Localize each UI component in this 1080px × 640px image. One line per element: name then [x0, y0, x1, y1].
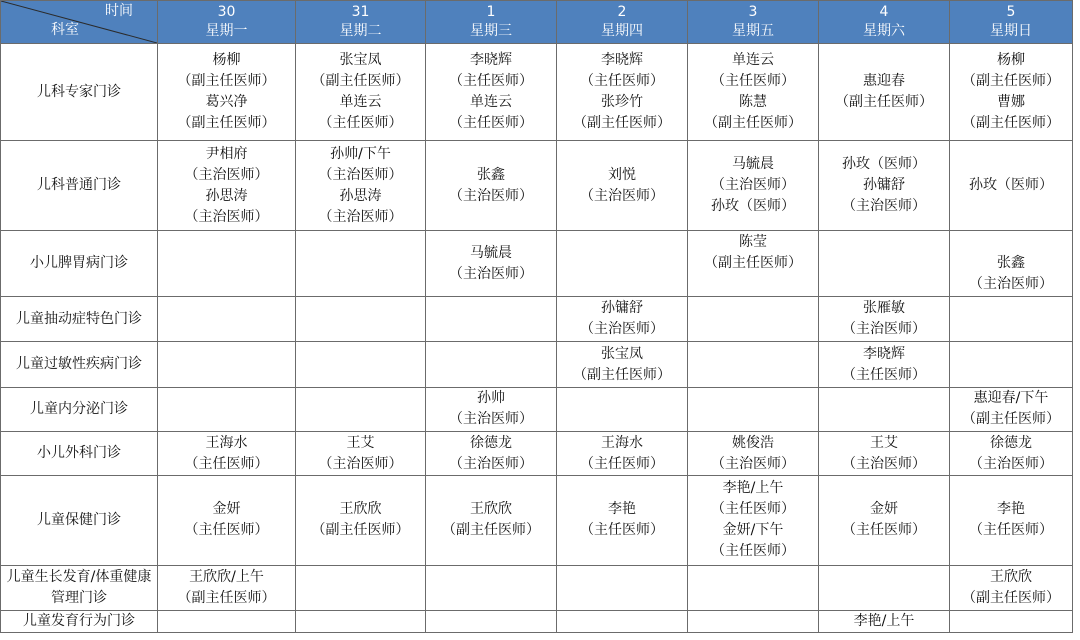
department-cell	[1, 297, 158, 342]
schedule-cell	[158, 387, 296, 431]
schedule-cell	[296, 431, 426, 475]
doctor-line: （副主任医师）	[962, 115, 1060, 132]
doctor-line: 李晓辉	[601, 52, 643, 69]
doctor-line: （主治医师）	[711, 177, 795, 194]
doctor-line: （主治医师）	[449, 455, 533, 472]
doctor-line: （主治医师）	[842, 455, 926, 472]
schedule-cell	[557, 387, 688, 431]
day-header	[296, 1, 426, 44]
corner-time-label: 时间	[105, 3, 133, 19]
department-name: 儿童过敏性疾病门诊	[16, 356, 142, 373]
doctor-line: 杨柳	[997, 52, 1025, 69]
schedule-cell	[819, 230, 950, 296]
doctor-line: （主任医师）	[184, 522, 269, 539]
department-cell	[1, 44, 158, 141]
doctor-line: （副主任医师）	[177, 589, 276, 606]
doctor-line: 孙帅	[477, 390, 505, 407]
doctor-line: （主治医师）	[449, 187, 533, 204]
doctor-line: （主治医师）	[711, 455, 795, 472]
day-header	[557, 1, 688, 44]
schedule-cell	[296, 297, 426, 342]
doctor-line: 惠迎春	[863, 73, 905, 90]
doctor-line: （主任医师）	[580, 522, 664, 539]
doctor-line: 陈莹	[739, 234, 767, 251]
doctor-line: 张鑫	[997, 255, 1025, 272]
doctor-line: 孙思涛	[339, 187, 382, 204]
schedule-cell	[296, 141, 426, 230]
schedule-cell	[950, 44, 1073, 141]
doctor-line: 姚俊浩	[732, 434, 774, 451]
schedule-body	[1, 44, 1073, 633]
header-row	[1, 1, 1073, 44]
department-name: 儿童发育行为门诊	[23, 613, 135, 629]
doctor-line: （主任医师）	[711, 73, 795, 90]
schedule-cell	[819, 297, 950, 342]
day-header	[158, 1, 296, 44]
table-row	[1, 610, 1073, 632]
doctor-line: （主治医师）	[842, 198, 926, 215]
doctor-line: （副主任医师）	[573, 115, 671, 132]
doctor-line: （副主任医师）	[704, 115, 802, 132]
doctor-line: 陈慧	[739, 94, 767, 111]
day-weekday: 星期六	[863, 23, 905, 39]
table-row	[1, 565, 1073, 610]
table-row	[1, 141, 1073, 230]
department-cell	[1, 431, 158, 475]
department-name: 小儿外科门诊	[37, 445, 121, 462]
day-weekday: 星期五	[732, 23, 774, 39]
doctor-line: 王欣欣/上午	[189, 568, 264, 585]
doctor-line: 孙玫（医师）	[969, 177, 1053, 194]
schedule-cell	[557, 230, 688, 296]
schedule-cell	[426, 44, 557, 141]
schedule-cell	[426, 565, 557, 610]
doctor-line: （主治医师）	[449, 411, 533, 428]
schedule-cell	[426, 610, 557, 632]
schedule-cell	[426, 476, 557, 565]
doctor-line: （主任医师）	[318, 115, 403, 132]
schedule-cell	[819, 565, 950, 610]
doctor-line: （副主任医师）	[704, 255, 802, 272]
table-row	[1, 476, 1073, 565]
doctor-line: 李晓辉	[470, 52, 512, 69]
department-name: 儿童保健门诊	[37, 511, 121, 528]
doctor-line: 徐德龙	[470, 434, 512, 451]
schedule-cell	[950, 342, 1073, 387]
schedule-cell	[426, 297, 557, 342]
schedule-cell	[158, 610, 296, 632]
schedule-cell	[296, 342, 426, 387]
doctor-line: （主任医师）	[449, 73, 533, 90]
schedule-cell	[950, 431, 1073, 475]
schedule-cell	[557, 431, 688, 475]
schedule-cell	[158, 230, 296, 296]
department-name: 儿童抽动症特色门诊	[16, 310, 142, 327]
corner-department-label: 科室	[51, 22, 79, 38]
schedule-cell	[819, 476, 950, 565]
doctor-line: （副主任医师）	[962, 589, 1060, 606]
doctor-line	[688, 274, 818, 295]
doctor-line: 马毓晨	[470, 244, 512, 261]
doctor-line: 张珍竹	[601, 94, 643, 111]
schedule-cell	[819, 141, 950, 230]
doctor-line: （主任医师）	[711, 501, 795, 518]
schedule-cell	[557, 565, 688, 610]
diagonal-divider	[1, 1, 157, 43]
doctor-line: （主治医师）	[184, 208, 269, 225]
day-date: 5	[1006, 4, 1016, 20]
doctor-line: 曹娜	[997, 94, 1025, 111]
department-cell	[1, 476, 158, 565]
doctor-line: 孙镛舒	[601, 300, 643, 317]
schedule-cell	[296, 387, 426, 431]
doctor-line: 张鑫	[477, 166, 505, 183]
day-date: 2	[617, 4, 627, 20]
schedule-cell	[557, 141, 688, 230]
schedule-cell	[950, 230, 1073, 296]
doctor-line: 王海水	[205, 434, 248, 451]
schedule-cell	[688, 565, 819, 610]
schedule-cell	[688, 297, 819, 342]
department-name: 小儿脾胃病门诊	[30, 255, 128, 272]
schedule-cell	[688, 44, 819, 141]
table-row	[1, 230, 1073, 296]
doctor-line: 孙思涛	[205, 187, 248, 204]
doctor-line: 金妍/下午	[722, 522, 784, 539]
department-cell	[1, 387, 158, 431]
doctor-line: 孙玫（医师）	[842, 156, 926, 173]
doctor-line: 李艳/上午	[722, 480, 784, 497]
doctor-line: 惠迎春/下午	[973, 390, 1049, 407]
doctor-line: 金妍	[212, 501, 241, 518]
day-date: 31	[351, 4, 370, 20]
doctor-line: 张雁敏	[863, 300, 905, 317]
doctor-line: （副主任医师）	[962, 411, 1060, 428]
table-row	[1, 44, 1073, 141]
doctor-line: 尹相府	[205, 145, 248, 162]
schedule-cell	[688, 476, 819, 565]
schedule-cell	[426, 141, 557, 230]
schedule-cell	[296, 476, 426, 565]
doctor-line: 金妍	[870, 501, 898, 518]
doctor-line: （副主任医师）	[835, 94, 933, 111]
day-date: 3	[748, 4, 758, 20]
table-row	[1, 431, 1073, 475]
doctor-line: （主治医师）	[184, 166, 269, 183]
doctor-line: （副主任医师）	[962, 73, 1060, 90]
schedule-cell	[819, 387, 950, 431]
table-row	[1, 297, 1073, 342]
schedule-cell	[819, 342, 950, 387]
schedule-cell	[296, 610, 426, 632]
schedule-cell	[296, 44, 426, 141]
day-weekday: 星期四	[601, 23, 643, 39]
department-name: 儿科专家门诊	[37, 83, 121, 100]
day-header	[950, 1, 1073, 44]
schedule-cell	[296, 565, 426, 610]
corner-cell	[1, 1, 158, 44]
doctor-line: （主治医师）	[318, 208, 403, 225]
doctor-line: （主治医师）	[969, 276, 1053, 293]
doctor-line: 李晓辉	[863, 345, 905, 362]
schedule-cell	[688, 342, 819, 387]
day-date: 1	[486, 4, 496, 20]
doctor-line: 葛兴净	[205, 94, 248, 111]
schedule-cell	[158, 342, 296, 387]
day-weekday: 星期日	[990, 23, 1032, 39]
department-cell	[1, 610, 158, 632]
schedule-cell	[950, 565, 1073, 610]
department-cell	[1, 141, 158, 230]
doctor-line: 单连云	[470, 94, 512, 111]
doctor-line	[950, 232, 1072, 253]
doctor-line: 孙镛舒	[863, 177, 905, 194]
schedule-cell	[688, 141, 819, 230]
schedule-cell	[557, 476, 688, 565]
day-date: 30	[217, 4, 236, 20]
doctor-line: （主治医师）	[580, 321, 664, 338]
schedule-cell	[688, 610, 819, 632]
schedule-cell	[688, 431, 819, 475]
doctor-line: 杨柳	[212, 52, 241, 69]
schedule-cell	[557, 297, 688, 342]
department-name: 儿童生长发育/体重健康管理门诊	[6, 568, 152, 606]
schedule-cell	[950, 387, 1073, 431]
doctor-line: 李艳	[608, 501, 636, 518]
schedule-cell	[426, 342, 557, 387]
doctor-line: （主任医师）	[969, 522, 1053, 539]
doctor-line: 王海水	[601, 434, 643, 451]
doctor-line: 王欣欣	[470, 501, 512, 518]
doctor-line: 单连云	[339, 94, 382, 111]
schedule-cell	[158, 565, 296, 610]
department-cell	[1, 342, 158, 387]
schedule-cell	[158, 431, 296, 475]
schedule-cell	[158, 297, 296, 342]
doctor-line: 张宝凤	[339, 52, 382, 69]
doctor-line: 孙玫（医师）	[711, 198, 795, 215]
doctor-line: 李艳	[997, 501, 1025, 518]
doctor-line: （主治医师）	[449, 265, 533, 282]
schedule-cell	[688, 387, 819, 431]
schedule-cell	[158, 44, 296, 141]
day-date: 4	[879, 4, 889, 20]
day-weekday: 星期二	[339, 23, 382, 39]
doctor-line: （主任医师）	[449, 115, 533, 132]
doctor-line: （主治医师）	[318, 166, 403, 183]
doctor-line: （副主任医师）	[311, 73, 410, 90]
schedule-cell	[950, 476, 1073, 565]
schedule-cell	[296, 230, 426, 296]
doctor-line: （主任医师）	[580, 455, 664, 472]
doctor-line: （主治医师）	[842, 321, 926, 338]
doctor-line: （主任医师）	[842, 366, 926, 383]
schedule-cell	[557, 610, 688, 632]
doctor-line: 王艾	[870, 434, 898, 451]
doctor-line: （副主任医师）	[311, 522, 410, 539]
doctor-line: 李艳/上午	[853, 613, 915, 629]
doctor-line: 王艾	[346, 434, 375, 451]
department-name: 儿科普通门诊	[37, 177, 121, 194]
schedule-cell	[158, 141, 296, 230]
schedule-cell	[819, 610, 950, 632]
doctor-line: （主任医师）	[711, 543, 795, 560]
doctor-line: （主治医师）	[580, 187, 664, 204]
doctor-line: 刘悦	[608, 166, 636, 183]
schedule-cell	[819, 44, 950, 141]
schedule-cell	[158, 476, 296, 565]
doctor-line: 马毓晨	[732, 156, 774, 173]
doctor-line: （主任医师）	[842, 522, 926, 539]
schedule-cell	[950, 610, 1073, 632]
schedule-cell	[819, 431, 950, 475]
day-header	[819, 1, 950, 44]
doctor-line: 徐德龙	[990, 434, 1032, 451]
doctor-line: （副主任医师）	[177, 115, 276, 132]
day-header	[426, 1, 557, 44]
department-cell	[1, 230, 158, 296]
doctor-line: 王欣欣	[990, 568, 1032, 585]
doctor-line: （副主任医师）	[442, 522, 540, 539]
schedule-cell	[557, 44, 688, 141]
day-header	[688, 1, 819, 44]
table-row	[1, 342, 1073, 387]
doctor-line: （主治医师）	[318, 455, 403, 472]
doctor-line: 王欣欣	[339, 501, 382, 518]
schedule-cell	[426, 431, 557, 475]
day-weekday: 星期一	[205, 23, 248, 39]
schedule-cell	[426, 230, 557, 296]
doctor-line: 张宝凤	[601, 345, 643, 362]
schedule-cell	[950, 141, 1073, 230]
doctor-line: 单连云	[732, 52, 774, 69]
doctor-line: （主任医师）	[580, 73, 664, 90]
table-row	[1, 387, 1073, 431]
doctor-line: （副主任医师）	[177, 73, 276, 90]
schedule-cell	[426, 387, 557, 431]
schedule-cell	[688, 230, 819, 296]
schedule-cell	[557, 342, 688, 387]
schedule-cell	[950, 297, 1073, 342]
doctor-line: （主任医师）	[184, 455, 269, 472]
doctor-line: 孙帅/下午	[330, 145, 391, 162]
department-name: 儿童内分泌门诊	[30, 400, 128, 417]
day-weekday: 星期三	[470, 23, 512, 39]
doctor-line: （副主任医师）	[573, 366, 671, 383]
doctor-line: （主治医师）	[969, 455, 1053, 472]
department-cell	[1, 565, 158, 610]
